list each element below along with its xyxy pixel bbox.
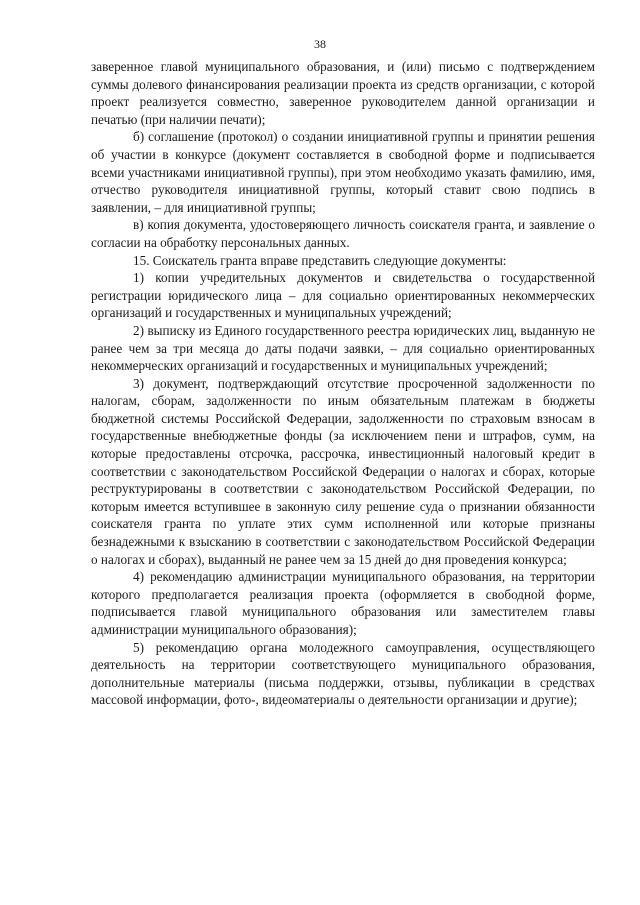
page-number: 38 xyxy=(314,37,326,51)
document-body xyxy=(91,58,595,709)
paragraph-certified-letter: заверенное главой муниципального образования, и (или) письмо с подтверждением суммы долевого финансирования реализации проекта из средств организации, с которой проект реализуется совместно, заверенное руководителем данной организации и печатью (при наличии печати); xyxy=(91,59,595,127)
paragraph-item-1-founding-documents: 1) копии учредительных документов и свидетельства о государственной регистрации юридического лица – для социально ориентированных некоммерческих организаций и государственных и муниципальных учреждений; xyxy=(91,270,595,321)
paragraph-clause-15: 15. Соискатель гранта вправе представить следующие документы: xyxy=(133,252,507,268)
paragraph-item-b-agreement: б) соглашение (протокол) о создании инициативной группы и принятии решения об участии в конкурсе (документ составляется в свободной форме и подписывается всеми участниками инициативной группы), при этом необходимо указать фамилию, имя, отчество руководителя инициативной группы, который ставит свою подпись в заявлении, – для инициативной группы; xyxy=(91,129,595,215)
paragraph-item-2-registry-extract: 2) выписку из Единого государственного реестра юридических лиц, выданную не ранее чем за три месяца до даты подачи заявки, – для социально ориентированных некоммерческих организаций и государственных и муниципальных учреждений; xyxy=(91,322,595,374)
paragraph-item-3-no-debt-certificate: 3) документ, подтверждающий отсутствие просроченной задолженности по налогам, сборам, задолженности по иным обязательным платежам в бюджеты бюджетной системы Российской Федерации, задолженности по страховым взносам в государственные внебюджетные фонды (за исключением пени и штрафов, сумм, на которые предоставлены отсрочка, рассрочка, инвестиционный налоговый кредит в соответствии с законодательством Российской Федерации о налогах и сборах, которые реструктурированы в соответствии с законодательством Российской Федерации, по которым имеется вступившее в законную силу решение суда о признании обязанности соискателя гранта по уплате этих сумм исполненной или которые признаны безнадежными к взысканию в соответствии с законодательством Российской Федерации о налогах и сборах), выданный не ранее чем за 15 дней до дня проведения конкурса; xyxy=(91,375,595,567)
paragraph-item-4-administration-recommendation: 4) рекомендацию администрации муниципального образования, на территории которого предполагается реализация проекта (оформляется в свободной форме, подписывается главой муниципального образования или заместителем главы администрации муниципального образования); xyxy=(91,569,595,637)
paragraph-item-5-youth-recommendation: 5) рекомендацию органа молодежного самоуправления, осуществляющего деятельность на территории соответствующего муниципального образования, дополнительные материалы (письма поддержки, отзывы, публикации в средствах массовой информации, фото-, видеоматериалы о деятельности организации и другие); xyxy=(91,639,595,708)
paragraph-item-v-identity-copy: в) копия документа, удостоверяющего личность соискателя гранта, и заявление о согласии на обработку персональных данных. xyxy=(91,217,595,250)
